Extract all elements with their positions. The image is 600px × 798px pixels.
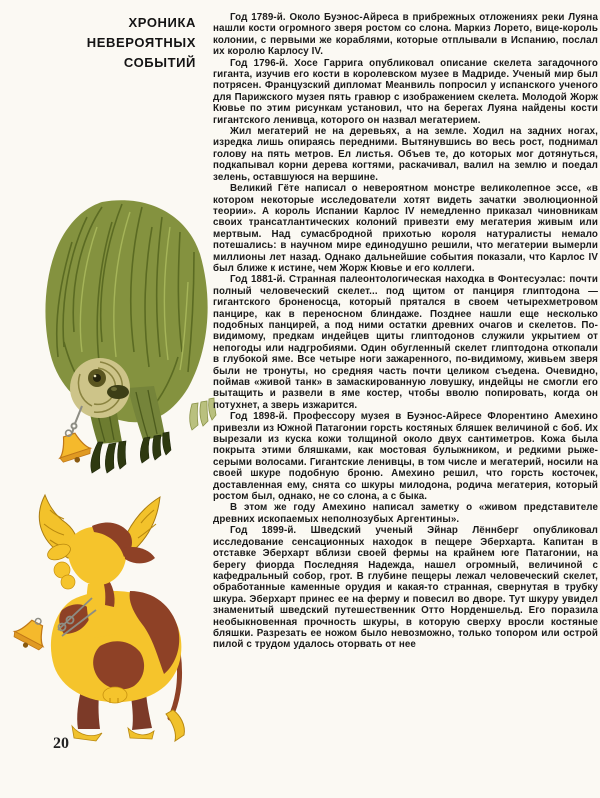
cow-bell-icon [12, 611, 54, 655]
cow-cheek-bump-2 [61, 575, 75, 589]
text-column [213, 12, 598, 651]
megatherium-sloth-illustration [2, 192, 217, 482]
paragraph: Год 1898-й. Профессору музея в Буэнос-Айресе Флорентино Амехино привезли из Южной Патагонии горсть костяных бляшек величиной с боб. Их вырезали из куска кожи толщиной около двух сантиметров. Кожа была покрыта этими бляшками, как мостовая булыжником, и редкими рыже-серыми волосами. Гигантские ленивцы, в том числе и мегатерий, носили на своей шкуре подобную броню. Амехино решил, что горсть косточек, доставленная ему, снята со шкуры милодона, родича мегатерия, который ростом был, однако, не со слона, а с быка. [213, 411, 598, 503]
paragraph: Жил мегатерий не на деревьях, а на земле. Ходил на задних ногах, изредка лишь опираясь передними. Вытянувшись во весь рост, поднимал голову на пять метров. Ел листья. Объев те, до которых мог дотянуться, подкапывал корни дерева когтями, раскачивал, валил на землю и поедал зелень, оставшуюся на вершине. [213, 126, 598, 183]
paragraph: Год 1796-й. Хосе Гаррига опубликовал описание скелета загадочного гиганта, изучив его кости в королевском музее в Мадриде. Ученый мир был потрясен. Французский дипломат Меанвиль попросил у испанского ученого для Парижского музея пять гравюр с изображением скелета. Молодой Жорж Кювье по этим рисункам установил, что на берегах Луяна найдены кости гигантского ленивца, которого он назвал мегатерием. [213, 57, 598, 126]
title-line-1: ХРОНИКА [128, 15, 196, 30]
cow-tail-tuft [166, 710, 184, 741]
paragraph: Год 1881-й. Странная палеонтологическая находка в Фонтесуэлас: почти полный человеческий скелет... под щитом от панциря глиптодона — гигантского броненосца, который прятался в своем четырехметровом панцире, как в переносном блиндаже. Позднее нашли еще несколько подобных панцирей, а под ними остатки древних очагов и скелетов. По-видимому, предкам индейцев щиты глиптодонов служили укрытием от непогоды или надгробиями. Один обугленный скелет глиптодона откопали в глубокой яме. Все четыре ноги зажаренного, по-видимому, живьем зверя были не тронуты, но средняя часть почти целиком съедена. Очевидно, поймав «живой танк» в замаскированную ловушку, индейцы не смогли его вытащить и развели в яме костер, чтобы вволю попировать, когда он потухнет, а зверь изжарится. [213, 274, 598, 411]
page-number: 20 [53, 735, 69, 752]
paragraph: В этом же году Амехино написал заметку о «живом представителе древних ископаемых неполнозубых Аргентины». [213, 502, 598, 525]
title-line-2: НЕВЕРОЯТНЫХ [86, 35, 196, 50]
cow-udder [103, 687, 127, 703]
cow-right-ear [124, 547, 155, 563]
title-line-3: СОБЫТИЙ [123, 55, 196, 70]
cow-illustration [12, 488, 202, 743]
paragraph: Год 1899-й. Шведский ученый Эйнар Лённберг опубликовал исследование сенсационных находок в пещере Эберхарта. Капитан в отставке Эберхарт вблизи своей фермы на крайнем юге Патагонии, на берегу фиорда Последняя Надежда, нашел огромный, величиной с кафедральный собор, грот. В глубине пещеры лежал человеческий скелет, обработанные каменные орудия и какая-то странная, свернутая в трубку шкура. Эберхарт принес ее на ферму и повесил во дворе. Тут шкуру увидел знаменитый шведский путешественник Отто Норденшельд. Его поразила необыкновенная прочность шкуры, в которую сверху вросли костяные бляшки. Разрезать ее ножом было невозможно, только топором или острой пилой с трудом удалось оторвать от нее [213, 525, 598, 651]
paragraph: Год 1789-й. Около Буэнос-Айреса в прибрежных отложениях реки Луяна нашли кости огромного зверя ростом со слона. Маркиз Лорето, вице-король колонии, с первыми же кораблями, которые отплывали в Испанию, послал их королю Карлосу IV. [213, 12, 598, 58]
paragraph: Великий Гёте написал о невероятном монстре великолепное эссе, «в котором некоторые исследователи хотят видеть зачатки эволюционной теории». А король Испании Карлос IV немедленно приказал чиновникам своих трансатлантических колоний привезти ему мегатерия живым или мертвым. Над сумасбродной прихотью короля натуралисты немало потешались: в научном мире единодушно решили, что мегатерии вымерли миллионы лет назад. Однако дальнейшие события показали, что Карлос IV был ближе к истине, чем Жорж Кювье и его коллеги. [213, 183, 598, 274]
page-title [0, 13, 196, 73]
sloth-claws-left [91, 441, 126, 473]
sloth-face [70, 358, 130, 418]
